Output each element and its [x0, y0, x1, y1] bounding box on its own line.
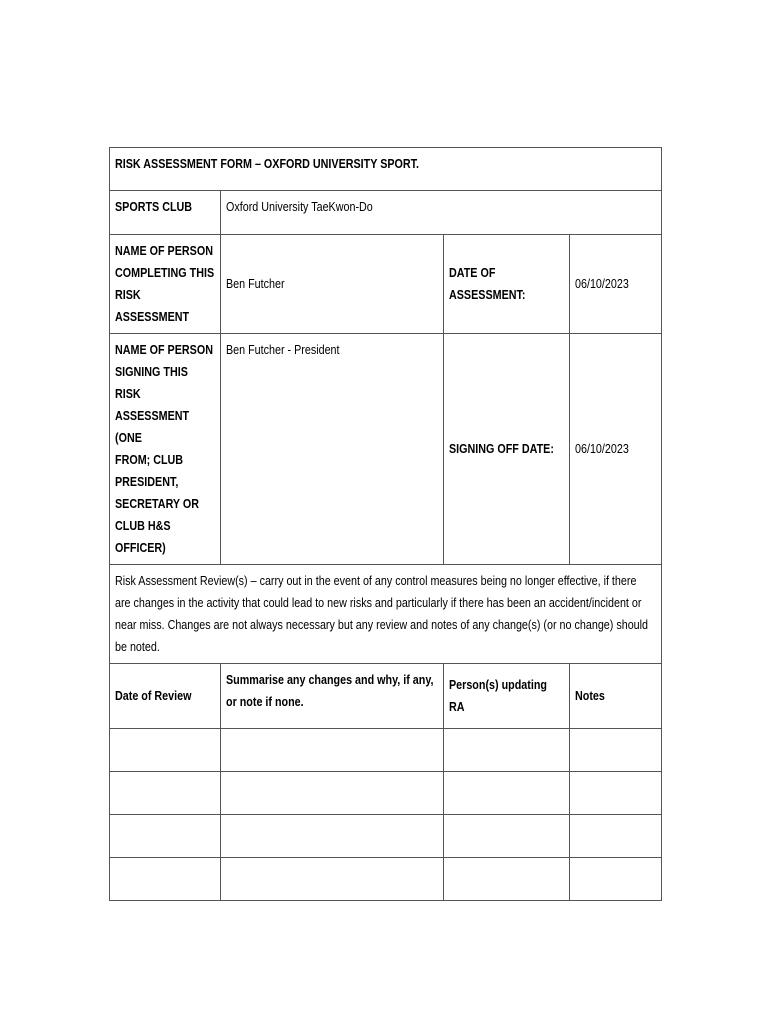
sports-club-value-cell: [221, 191, 662, 235]
review-cell-person[interactable]: [444, 815, 570, 858]
form-title-cell: [110, 148, 662, 191]
review-cell-summary[interactable]: [221, 815, 444, 858]
risk-assessment-form: [109, 147, 662, 901]
review-header-notes: Notes: [575, 689, 605, 703]
review-cell-person[interactable]: [444, 858, 570, 901]
sports-club-label: SPORTS CLUB: [115, 200, 193, 214]
date-value: 06/10/2023: [575, 277, 629, 291]
review-cell-notes[interactable]: [570, 772, 662, 815]
title-row: [110, 148, 662, 191]
signoff-label: SIGNING OFF DATE:: [449, 442, 554, 456]
signoff-value: 06/10/2023: [575, 442, 629, 456]
review-row: [110, 858, 662, 901]
signer-value-cell: [221, 334, 444, 565]
review-header-notes-cell: [570, 664, 662, 729]
review-row: [110, 729, 662, 772]
review-cell-notes[interactable]: [570, 815, 662, 858]
sports-club-label-cell: [110, 191, 221, 235]
review-cell-summary[interactable]: [221, 729, 444, 772]
review-cell-person[interactable]: [444, 729, 570, 772]
signer-value: Ben Futcher - President: [226, 343, 340, 357]
form-title: RISK ASSESSMENT FORM – OXFORD UNIVERSITY SPORT.: [115, 157, 420, 171]
review-note: Risk Assessment Review(s) – carry out in the event of any control measures being no longer effective, if there are changes in the activity that could lead to new risks and particularly if there has been an accident/incident or near miss. Changes are not always necessary but any review and notes of any change(s) (or no change) should be noted.: [115, 574, 649, 654]
review-note-cell: [110, 565, 662, 664]
completer-value-cell: [221, 235, 444, 334]
review-row: [110, 772, 662, 815]
review-cell-summary[interactable]: [221, 772, 444, 815]
signer-row: [110, 334, 662, 565]
review-cell-notes[interactable]: [570, 858, 662, 901]
signer-label: NAME OF PERSON SIGNING THIS RISK ASSESSMENT (ONE FROM; CLUB PRESIDENT, SECRETARY OR CLUB H&S OFFICER): [115, 343, 213, 555]
review-cell-summary[interactable]: [221, 858, 444, 901]
review-cell-date[interactable]: [110, 815, 221, 858]
date-label: DATE OF ASSESSMENT:: [449, 266, 526, 302]
review-header-person-cell: [444, 664, 570, 729]
review-cell-date[interactable]: [110, 729, 221, 772]
completer-label: NAME OF PERSON COMPLETING THIS RISK ASSESSMENT: [115, 244, 215, 324]
review-header-summary-cell: [221, 664, 444, 729]
review-header-date-cell: [110, 664, 221, 729]
sports-club-row: [110, 191, 662, 235]
sports-club-value: Oxford University TaeKwon-Do: [226, 200, 373, 214]
review-cell-person[interactable]: [444, 772, 570, 815]
review-row: [110, 815, 662, 858]
review-header-date: Date of Review: [115, 689, 192, 703]
review-cell-date[interactable]: [110, 858, 221, 901]
review-header-row: [110, 664, 662, 729]
review-header-person: Person(s) updating RA: [449, 678, 547, 714]
date-value-cell: [570, 235, 662, 334]
signoff-label-cell: [444, 334, 570, 565]
date-label-cell: [444, 235, 570, 334]
completer-row: [110, 235, 662, 334]
signoff-value-cell: [570, 334, 662, 565]
signer-label-cell: [110, 334, 221, 565]
review-header-summary: Summarise any changes and why, if any, or note if none.: [226, 673, 434, 709]
review-cell-notes[interactable]: [570, 729, 662, 772]
review-cell-date[interactable]: [110, 772, 221, 815]
completer-value: Ben Futcher: [226, 277, 285, 291]
review-note-row: [110, 565, 662, 664]
completer-label-cell: [110, 235, 221, 334]
